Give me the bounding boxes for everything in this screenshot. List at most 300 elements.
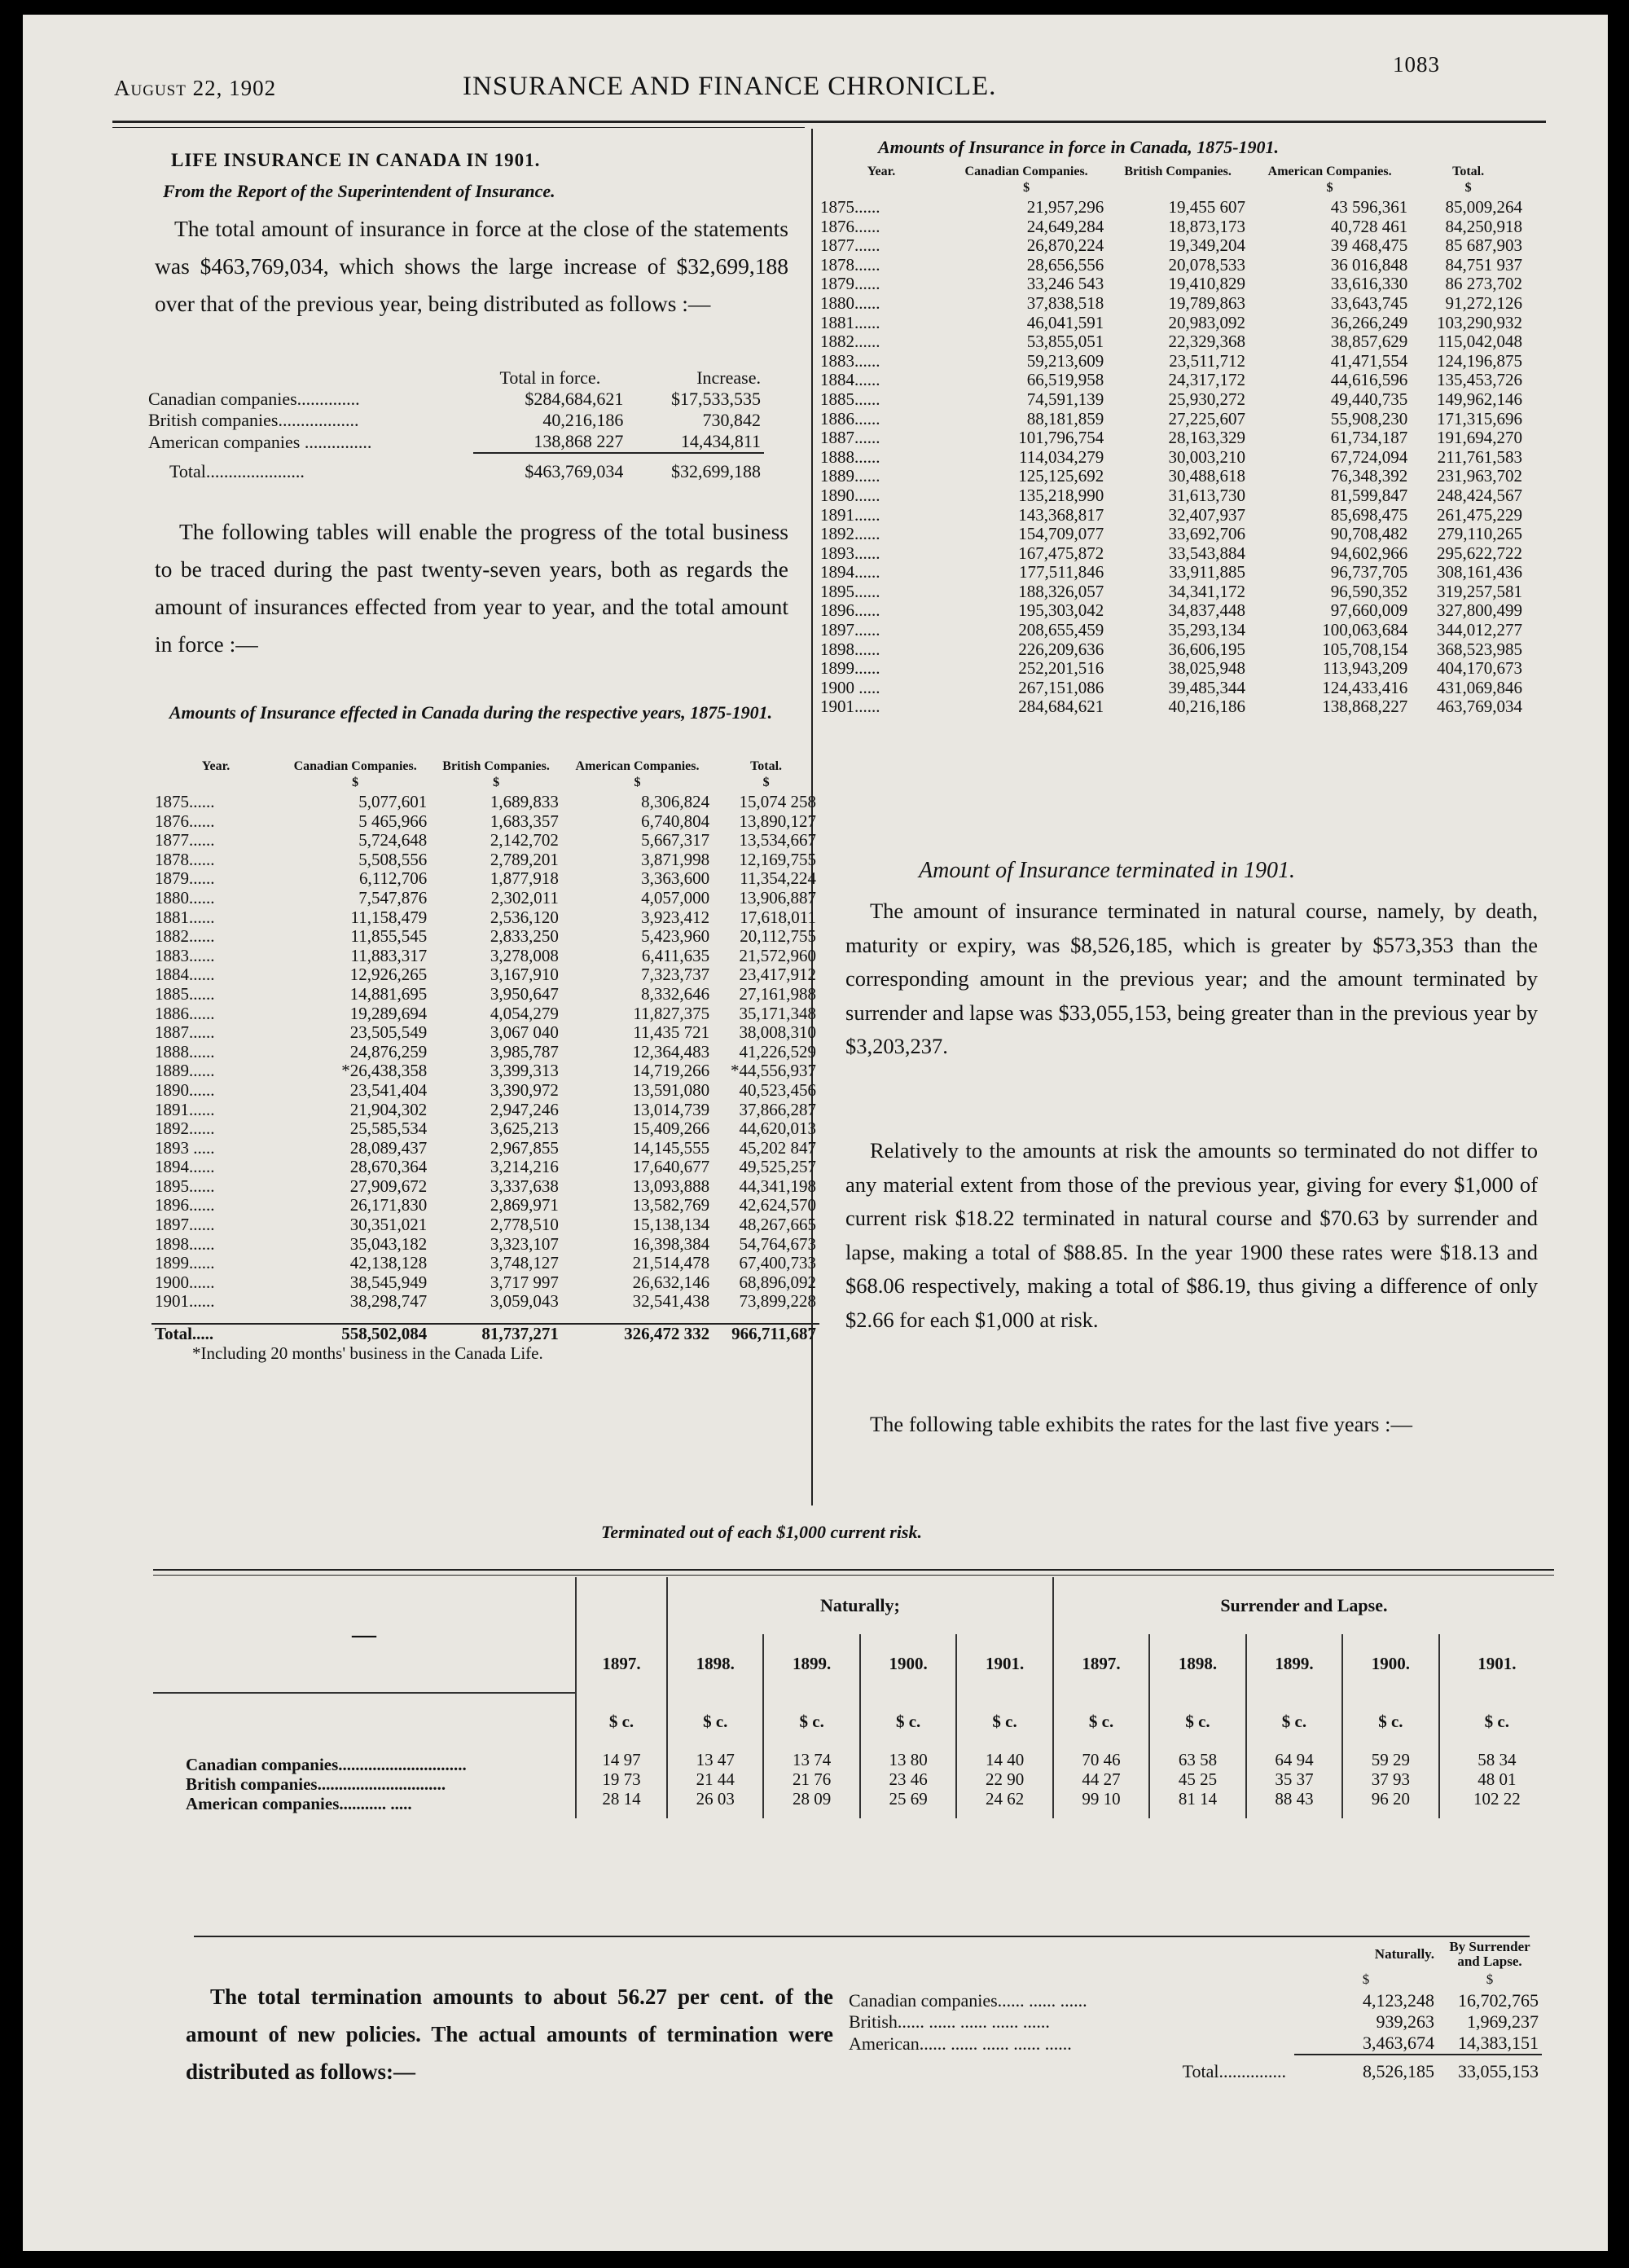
year-cell: 1898......: [155, 1233, 215, 1254]
value-cell: 33,543,884: [1168, 543, 1246, 563]
value-cell: 19,789,863: [1168, 292, 1246, 313]
summary-table: [145, 367, 764, 482]
journal-title: INSURANCE AND FINANCE CHRONICLE.: [463, 72, 997, 101]
value-cell: 135,218,990: [1018, 485, 1104, 505]
value-cell: 2,947,246: [490, 1099, 559, 1119]
value-cell: 11,435 721: [633, 1022, 710, 1043]
value-cell: 38,025,948: [1168, 658, 1246, 679]
rates-value-column: [956, 1750, 1052, 1818]
value-cell: 114,034,279: [1018, 446, 1104, 467]
value-cell: 27,161,988: [739, 983, 816, 1004]
rate-value: 99 10: [1082, 1789, 1121, 1809]
col-surrender: By Surrender and Lapse.: [1449, 1939, 1530, 1969]
rate-value: 21 44: [696, 1769, 735, 1789]
summary-total-row: Total...................... $463,769,034 $32,699,188: [169, 461, 761, 481]
table-row: [151, 793, 819, 812]
header-rule: [112, 121, 1546, 123]
effected-footnote: *Including 20 months' business in the Canada Life.: [192, 1343, 543, 1363]
value-cell: 115,042,048: [1437, 332, 1522, 352]
value-cell: 14,719,266: [632, 1061, 710, 1081]
rates-unit: $ c.: [763, 1693, 859, 1750]
rate-value: 35 37: [1275, 1769, 1314, 1789]
table-row: Canadian companies.............. $284,684,621 $17,533,535: [148, 389, 761, 409]
value-cell: 33,616,330: [1330, 274, 1408, 294]
rates-unit: $ c.: [1439, 1693, 1554, 1750]
year-cell: 1884......: [155, 965, 215, 985]
rate-value: 13 47: [696, 1750, 735, 1769]
value-cell: 171,315,696: [1437, 408, 1522, 429]
rates-top-rule-thin: [153, 1575, 1554, 1576]
value-cell: 21,572,960: [739, 945, 816, 965]
in-force-table: Year. Canadian Companies. British Companies. American Companies. Total. $ $ $ 1875...... 21,957,296 19,455 607 43 596,361 85,009,264 1876...... 24,649,284 18,873,173 40,728 461 84,250,918 1877...... 26,870,224 19,349,204 39 468,475 85 687,903 1878...... 28,656,556 20,078,533 36 016,848 84,751 937 1879...... 33,246 543 19,410,829 33,616,330 86 273,702 1880...... 37,838,518 19,789,863 33,643,745 91,272,126 1881...... 46,041,591 20,983,092 36,266,249 103,290,932 1882...... 53,855,051 22,329,368 38,857,629 115,042,048 1883...... 59,213,609 23,511,712 41,471,554 124,196,875 1884...... 66,519,958 24,317,172 44,616,596 135,453,726 1885...... 74,591,139 25,930,272 49,440,735 149,962,146 1886...... 88,181,859 27,225,607 55,908,230 171,315,696 1887...... 101,796,754 28,163,329 61,734,187 191,694,270 1888...... 114,034,279 30,003,210 67,724,094 211,761,583 1889...... 125,125,692 30,488,618 76,348,392 231,963,702 1890...... 135,218,990 31,613,730 81,599,847 248,424,567 1891...... 143,368,817 32,407,937 85,698,475 261,475,229 1892...... 154,709,077 33,692,706 90,708,482 279,110,265 1893...... 167,475,872 33,543,884 94,602,966 295,622,722 1894...... 177,511,846 33,911,885 96,737,705 308,161,436 1895...... 188,326,057 34,341,172 96,590,352 319,257,581 1896...... 195,303,042 34,837,448 97,660,009 327,800,499 1897...... 208,655,459 35,293,134 100,063,684 344,012,277 1898...... 226,209,636 36,606,195 105,708,154 368,523,985 1899...... 252,201,516 38,025,948 113,943,209 404,170,673 1900 ..... 267,151,086 39,485,344 124,433,416 431,069,846 1901...... 284,684,621 40,216,186 138,868,227 463,769,034: [817, 165, 1526, 717]
rate-value: 28 09: [793, 1789, 832, 1809]
value-cell: 6,112,706: [359, 868, 428, 889]
value-cell: 21,957,296: [1026, 197, 1104, 217]
rates-year-header: 1900.: [1342, 1634, 1438, 1693]
value-cell: 32,541,438: [632, 1291, 710, 1312]
year-cell: 1887......: [820, 428, 880, 448]
rates-unit: $ c.: [956, 1693, 1052, 1750]
value-cell: 3,923,412: [641, 907, 710, 927]
col-total-in-force: Total in force.: [499, 367, 601, 388]
year-cell: 1875......: [155, 792, 215, 811]
value-cell: 23,541,404: [349, 1079, 428, 1100]
value-cell: 231,963,702: [1437, 466, 1522, 486]
value-cell: 28,656,556: [1026, 254, 1104, 275]
value-cell: 248,424,567: [1437, 485, 1522, 505]
value-cell: 66,519,958: [1026, 370, 1104, 390]
year-cell: 1896......: [820, 600, 880, 621]
rate-value: 28 14: [602, 1789, 641, 1809]
table-row: [817, 218, 1526, 237]
rate-value: 13 80: [889, 1750, 928, 1769]
rate-value: 24 62: [985, 1789, 1025, 1809]
year-cell: 1894......: [155, 1157, 215, 1177]
rate-value: 19 73: [602, 1769, 641, 1789]
rate-value: 13 74: [793, 1750, 832, 1769]
value-cell: 42,138,128: [349, 1253, 428, 1273]
effected-table-body: [151, 793, 819, 1312]
value-cell: 26,171,830: [349, 1195, 428, 1215]
paragraph-closing: The total termination amounts to about 56.27 per cent. of the amount of new policies. The actual amounts of termination were distributed as follows:—: [186, 1984, 833, 2084]
in-force-table-body: [817, 198, 1526, 717]
value-cell: 149,962,146: [1437, 389, 1522, 409]
value-cell: 28,670,364: [349, 1157, 428, 1177]
value-cell: 61,734,187: [1330, 428, 1408, 448]
rates-corner: —: [352, 1620, 376, 1648]
rates-unit: $ c.: [667, 1693, 763, 1750]
year-cell: 1882......: [155, 926, 215, 947]
value-cell: 5,077,601: [358, 792, 428, 811]
rates-unit: $ c.: [1246, 1693, 1342, 1750]
rates-company-label: Canadian companies..............................: [186, 1755, 467, 1774]
value-cell: 25,585,534: [349, 1119, 428, 1139]
value-cell: 19,289,694: [349, 1003, 428, 1023]
table-row: [151, 889, 819, 908]
table-row: [817, 256, 1526, 275]
table-row: [817, 582, 1526, 602]
rates-top-rule: [153, 1569, 1554, 1571]
value-cell: 73,899,228: [739, 1291, 816, 1312]
paragraph-progress: The following tables will enable the progress of the total business to be traced during the past twenty-seven years, both as regards the amount of insurances effected from year to year, and the total amount in force :—: [155, 519, 788, 657]
table-row: [817, 332, 1526, 352]
rate-value: 96 20: [1371, 1789, 1411, 1809]
rates-value-column: [667, 1750, 763, 1818]
year-cell: 1895......: [155, 1176, 215, 1196]
year-cell: 1883......: [155, 945, 215, 965]
year-cell: 1882......: [820, 332, 880, 352]
value-cell: 21,904,302: [349, 1099, 428, 1119]
value-cell: 105,708,154: [1322, 639, 1408, 659]
value-cell: 11,855,545: [350, 926, 428, 947]
value-cell: 11,354,224: [740, 868, 816, 889]
value-cell: 2,778,510: [490, 1215, 559, 1235]
value-cell: 40,523,456: [739, 1079, 816, 1100]
year-cell: 1877......: [155, 830, 215, 850]
year-cell: 1891......: [820, 504, 880, 525]
table-row: [151, 1004, 819, 1024]
value-cell: 41,226,529: [739, 1041, 816, 1061]
rates-year-header: 1900.: [860, 1634, 956, 1693]
table-row: [817, 410, 1526, 429]
table-row: [151, 1061, 819, 1081]
table-row: [817, 563, 1526, 582]
value-cell: 208,655,459: [1018, 620, 1104, 640]
year-cell: 1881......: [820, 312, 880, 332]
year-cell: 1881......: [155, 907, 215, 927]
value-cell: 32,407,937: [1168, 504, 1246, 525]
value-cell: 23,505,549: [349, 1022, 428, 1043]
value-cell: 53,855,051: [1026, 332, 1104, 352]
value-cell: 11,827,375: [633, 1003, 710, 1023]
value-cell: 14,145,555: [632, 1137, 710, 1158]
year-cell: 1900 .....: [820, 677, 880, 697]
value-cell: 18,873,173: [1168, 216, 1246, 236]
table-row: [817, 236, 1526, 256]
rates-year-header: 1899.: [763, 1634, 859, 1693]
value-cell: 13,890,127: [739, 811, 816, 831]
rates-value-column: [1246, 1750, 1342, 1818]
value-cell: 143,368,817: [1018, 504, 1104, 525]
rate-value: 26 03: [696, 1789, 735, 1809]
value-cell: 43 596,361: [1330, 197, 1408, 217]
value-cell: 101,796,754: [1018, 428, 1104, 448]
rates-year-header: 1897.: [1053, 1634, 1149, 1693]
value-cell: 211,761,583: [1437, 446, 1522, 467]
rate-value: 44 27: [1082, 1769, 1121, 1789]
table-row: [151, 1235, 819, 1255]
rate-value: 37 93: [1371, 1769, 1411, 1789]
year-cell: 1884......: [820, 370, 880, 390]
value-cell: 45,202 847: [739, 1137, 816, 1158]
rates-company-label: British companies..............................: [186, 1774, 446, 1794]
table-row: [817, 506, 1526, 525]
value-cell: 261,475,229: [1437, 504, 1522, 525]
year-cell: 1877......: [820, 235, 880, 256]
year-cell: 1887......: [155, 1022, 215, 1043]
value-cell: 295,622,722: [1437, 543, 1522, 563]
value-cell: 59,213,609: [1026, 350, 1104, 371]
paragraph-in-force: The total amount of insurance in force at the close of the statements was $463,769,034, which shows the large increase of $32,699,188 over that of the previous year, being distributed as follows :—: [155, 216, 788, 316]
table-row: Canadian companies...... ...... ...... 4,123,248 16,702,765: [849, 1990, 1539, 2011]
year-cell: 1899......: [155, 1253, 215, 1273]
value-cell: 81,599,847: [1330, 485, 1408, 505]
value-cell: 84,250,918: [1445, 216, 1522, 236]
value-cell: 195,303,042: [1018, 600, 1104, 621]
year-cell: 1890......: [820, 485, 880, 505]
year-cell: 1901......: [155, 1291, 215, 1312]
value-cell: 100,063,684: [1322, 620, 1408, 640]
value-cell: 154,709,077: [1018, 524, 1104, 544]
value-cell: 54,764,673: [739, 1233, 816, 1254]
rate-value: 45 25: [1178, 1769, 1218, 1789]
year-cell: 1880......: [155, 887, 215, 908]
value-cell: 3,323,107: [490, 1233, 559, 1254]
table-row: [151, 947, 819, 966]
table-row: [817, 544, 1526, 564]
value-cell: 8,332,646: [641, 983, 710, 1004]
value-cell: 124,433,416: [1322, 677, 1408, 697]
rate-value: 21 76: [793, 1769, 832, 1789]
year-cell: 1878......: [155, 849, 215, 869]
paragraph-following: The following table exhibits the rates for the last five years :—: [870, 1412, 1412, 1436]
value-cell: 37,866,287: [739, 1099, 816, 1119]
value-cell: 76,348,392: [1330, 466, 1408, 486]
value-cell: 36,606,195: [1168, 639, 1246, 659]
value-cell: 36,266,249: [1330, 312, 1408, 332]
value-cell: 113,943,209: [1323, 658, 1408, 679]
value-cell: 13,534,667: [739, 830, 816, 850]
value-cell: 20,983,092: [1168, 312, 1246, 332]
rates-company-label: American companies........... .....: [186, 1794, 412, 1813]
table-row: [151, 869, 819, 889]
value-cell: 49,525,257: [739, 1157, 816, 1177]
year-cell: 1893......: [820, 543, 880, 563]
year-cell: 1900......: [155, 1272, 215, 1292]
rates-unit: $ c.: [1149, 1693, 1245, 1750]
value-cell: 85,698,475: [1330, 504, 1408, 525]
rates-company-labels: [153, 1750, 576, 1818]
year-cell: 1879......: [155, 868, 215, 889]
value-cell: 96,737,705: [1330, 562, 1408, 582]
value-cell: 49,440,735: [1330, 389, 1408, 409]
value-cell: 33,911,885: [1169, 562, 1246, 582]
value-cell: 319,257,581: [1437, 581, 1522, 601]
value-cell: 2,789,201: [490, 849, 559, 869]
value-cell: 252,201,516: [1018, 658, 1104, 679]
value-cell: 85,009,264: [1445, 197, 1522, 217]
paragraph-terminated: The amount of insurance terminated in natural course, namely, by death, maturity or expiry, was $8,526,185, which is greater by $573,353 than the corresponding amount in the previous year; and the amount terminated by surrender and lapse was $33,055,153, being greater than in the previous year by $3,203,237.: [845, 899, 1538, 1058]
year-cell: 1880......: [820, 292, 880, 313]
value-cell: 1,877,918: [490, 868, 559, 889]
effected-table: Year. Canadian Companies. British Companies. American Companies. Total. $ $ $ $ 1875...... 5,077,601 1,689,833 8,306,824 15,074 258 1876...... 5 465,966 1,683,357 6,740,804 13,890,127 1877...... 5,724,648 2,142,702 5,667,317 13,534,667 1878...... 5,508,556 2,789,201 3,871,998 12,169,755 1879...... 6,112,706 1,877,918 3,363,600 11,354,224 1880...... 7,547,876 2,302,011 4,057,000 13,906,887 1881...... 11,158,479 2,536,120 3,923,412 17,618,011 1882...... 11,855,545 2,833,250 5,423,960 20,112,755 1883...... 11,883,317 3,278,008 6,411,635 21,572,960 1884...... 12,926,265 3,167,910 7,323,737 23,417,912 1885...... 14,881,695 3,950,647 8,332,646 27,161,988 1886...... 19,289,694 4,054,279 11,827,375 35,171,348 1887...... 23,505,549 3,067 040 11,435 721 38,008,310 1888...... 24,876,259 3,985,787 12,364,483 41,226,529 1889...... *26,438,358 3,399,313 14,719,266 *44,556,937 1890...... 23,541,404 3,390,972 13,591,080 40,523,456 1891...... 21,904,302 2,947,246 13,014,739 37,866,287 1892...... 25,585,534 3,625,213 15,409,266 44,620,013 1893 ..... 28,089,437 2,967,855 14,145,555 45,202 847 1894...... 28,670,364 3,214,216 17,640,677 49,525,257 1895...... 27,909,672 3,337,638 13,093,888 44,341,198 1896...... 26,171,830 2,869,971 13,582,769 42,624,570 1897...... 30,351,021 2,778,510 15,138,134 48,267,665 1898...... 35,043,182 3,323,107 16,398,384 54,764,673 1899...... 42,138,128 3,748,127 21,514,478 67,400,733 1900...... 38,545,949 3,717 997 26,632,146 68,896,092 1901...... 38,298,747 3,059,043 32,541,438 73,899,228 Total..... 558,502,084 81,737,271 326,472 332 966,711,687 *Including 20 months' business in the Canada Life.: [151, 760, 819, 1363]
rates-unit-row: [153, 1693, 1554, 1750]
value-cell: 25,930,272: [1168, 389, 1246, 409]
table-row: [151, 1158, 819, 1177]
value-cell: 463,769,034: [1437, 697, 1522, 717]
col-naturally: Naturally.: [1374, 1946, 1434, 1962]
rates-year-header: 1901.: [956, 1634, 1052, 1693]
rate-value: 25 69: [889, 1789, 928, 1809]
value-cell: 42,624,570: [739, 1195, 816, 1215]
value-cell: 6,740,804: [641, 811, 710, 831]
year-cell: 1889......: [155, 1061, 215, 1081]
year-cell: 1890......: [155, 1079, 215, 1100]
value-cell: *44,556,937: [731, 1061, 816, 1081]
value-cell: 19,410,829: [1168, 274, 1246, 294]
value-cell: 284,684,621: [1018, 697, 1104, 717]
value-cell: 2,833,250: [490, 926, 559, 947]
value-cell: 27,909,672: [349, 1176, 428, 1196]
value-cell: 28,089,437: [349, 1137, 428, 1158]
value-cell: 5,508,556: [358, 849, 428, 869]
value-cell: 138,868,227: [1322, 697, 1408, 717]
value-cell: 3,278,008: [490, 945, 559, 965]
table-row: [151, 1177, 819, 1197]
value-cell: 39,485,344: [1168, 677, 1246, 697]
value-cell: 46,041,591: [1026, 312, 1104, 332]
year-cell: 1875......: [820, 197, 880, 217]
rates-year-header: 1901.: [1439, 1634, 1554, 1693]
value-cell: 27,225,607: [1168, 408, 1246, 429]
value-cell: 31,613,730: [1168, 485, 1246, 505]
value-cell: 74,591,139: [1026, 389, 1104, 409]
value-cell: 7,547,876: [358, 887, 428, 908]
year-cell: 1897......: [155, 1215, 215, 1235]
rates-value-column: [1053, 1750, 1149, 1818]
table-row: American...... ...... ...... ...... ...... 3,463,674 14,383,151: [845, 2033, 1542, 2055]
value-cell: 19,455 607: [1168, 197, 1246, 217]
rate-value: 102 22: [1473, 1789, 1521, 1809]
table-row: [151, 1273, 819, 1293]
year-cell: 1899......: [820, 658, 880, 679]
value-cell: 30,351,021: [349, 1215, 428, 1235]
rates-bottom-rule: [194, 1936, 1530, 1937]
value-cell: 13,906,887: [739, 887, 816, 908]
year-cell: 1895......: [820, 581, 880, 601]
value-cell: 3,059,043: [490, 1291, 559, 1312]
rates-value-column: [763, 1750, 859, 1818]
rates-unit: $ c.: [576, 1693, 667, 1750]
table-row: [817, 314, 1526, 333]
value-cell: 35,171,348: [739, 1003, 816, 1023]
value-cell: 34,837,448: [1168, 600, 1246, 621]
value-cell: 344,012,277: [1437, 620, 1522, 640]
rate-value: 63 58: [1178, 1750, 1218, 1769]
group-surrender: Surrender and Lapse.: [1053, 1577, 1554, 1634]
value-cell: 11,158,479: [350, 907, 428, 927]
table-row: [817, 486, 1526, 506]
value-cell: 279,110,265: [1437, 524, 1522, 544]
table-row: [817, 275, 1526, 294]
rate-value: 23 46: [889, 1769, 928, 1789]
value-cell: 7,323,737: [641, 965, 710, 985]
value-cell: 226,209,636: [1018, 639, 1104, 659]
table-row: [817, 448, 1526, 468]
table-row: British...... ...... ...... ...... ...... 939,263 1,969,237: [849, 2011, 1539, 2032]
article-title: LIFE INSURANCE IN CANADA IN 1901.: [171, 150, 541, 170]
value-cell: 48,267,665: [739, 1215, 816, 1235]
value-cell: 4,054,279: [490, 1003, 559, 1023]
year-cell: 1897......: [820, 620, 880, 640]
rate-value: 59 29: [1371, 1750, 1411, 1769]
page-number: 1083: [1393, 52, 1440, 77]
value-cell: 15,074 258: [739, 792, 816, 811]
value-cell: 368,523,985: [1437, 639, 1522, 659]
rates-table: [153, 1577, 1554, 1818]
value-cell: 67,724,094: [1330, 446, 1408, 467]
issue-date: August 22, 1902: [114, 76, 277, 100]
value-cell: 3,717 997: [490, 1272, 559, 1292]
year-cell: 1886......: [820, 408, 880, 429]
value-cell: 90,708,482: [1330, 524, 1408, 544]
year-cell: 1889......: [820, 466, 880, 486]
value-cell: 188,326,057: [1018, 581, 1104, 601]
value-cell: 36 016,848: [1330, 254, 1408, 275]
value-cell: 96,590,352: [1330, 581, 1408, 601]
value-cell: 3,214,216: [490, 1157, 559, 1177]
value-cell: 38,008,310: [739, 1022, 816, 1043]
table-row: [151, 812, 819, 832]
table-row: [151, 908, 819, 928]
year-cell: 1886......: [155, 1003, 215, 1023]
rates-table-caption: Terminated out of each $1,000 current risk.: [601, 1522, 922, 1542]
rates-value-column: [576, 1750, 667, 1818]
value-cell: 267,151,086: [1018, 677, 1104, 697]
table-row: [151, 985, 819, 1004]
rates-data-row: [153, 1750, 1554, 1818]
value-cell: 404,170,673: [1437, 658, 1522, 679]
value-cell: 12,926,265: [349, 965, 428, 985]
value-cell: 33,643,745: [1330, 292, 1408, 313]
table-row: [151, 1023, 819, 1043]
table-row: [151, 1139, 819, 1158]
value-cell: 431,069,846: [1437, 677, 1522, 697]
article-subtitle: From the Report of the Superintendent of Insurance.: [163, 181, 555, 201]
value-cell: 37,838,518: [1026, 292, 1104, 313]
value-cell: 13,093,888: [632, 1176, 710, 1196]
rates-year-header: 1898.: [1149, 1634, 1245, 1693]
closing-table: Naturally. By Surrender and Lapse. $ $ Canadian companies...... ...... ...... 4,123,248 16,702,765 British...... ...... ...... ...... ...... 939,263 1,969,237 American...... ...... ...... ...... ...... 3,463,674 14,383,151 Total............... 8,526,185 33,055,153: [845, 1940, 1542, 2082]
rate-value: 58 34: [1478, 1750, 1517, 1769]
value-cell: 38,298,747: [349, 1291, 428, 1312]
value-cell: 88,181,859: [1026, 408, 1104, 429]
group-naturally: Naturally;: [667, 1577, 1053, 1634]
value-cell: 39 468,475: [1330, 235, 1408, 256]
value-cell: 24,876,259: [349, 1041, 428, 1061]
rate-value: 70 46: [1082, 1750, 1121, 1769]
value-cell: 2,142,702: [490, 830, 559, 850]
value-cell: 44,616,596: [1330, 370, 1408, 390]
value-cell: 22,329,368: [1168, 332, 1246, 352]
value-cell: 3,950,647: [490, 983, 559, 1004]
value-cell: 38,545,949: [349, 1272, 428, 1292]
value-cell: 3,167,910: [490, 965, 559, 985]
table-row: [817, 467, 1526, 486]
value-cell: 97,660,009: [1330, 600, 1408, 621]
in-force-table-caption: Amounts of Insurance in force in Canada, 1875-1901.: [878, 137, 1280, 157]
table-row: [151, 965, 819, 985]
value-cell: 30,488,618: [1168, 466, 1246, 486]
value-cell: 15,138,134: [632, 1215, 710, 1235]
table-row: [817, 659, 1526, 679]
table-row: British companies.................. 40,216,186 730,842: [148, 410, 761, 430]
value-cell: 44,341,198: [739, 1176, 816, 1196]
year-cell: 1896......: [155, 1195, 215, 1215]
value-cell: 3,390,972: [490, 1079, 559, 1100]
table-row: [817, 525, 1526, 544]
year-cell: 1892......: [820, 524, 880, 544]
